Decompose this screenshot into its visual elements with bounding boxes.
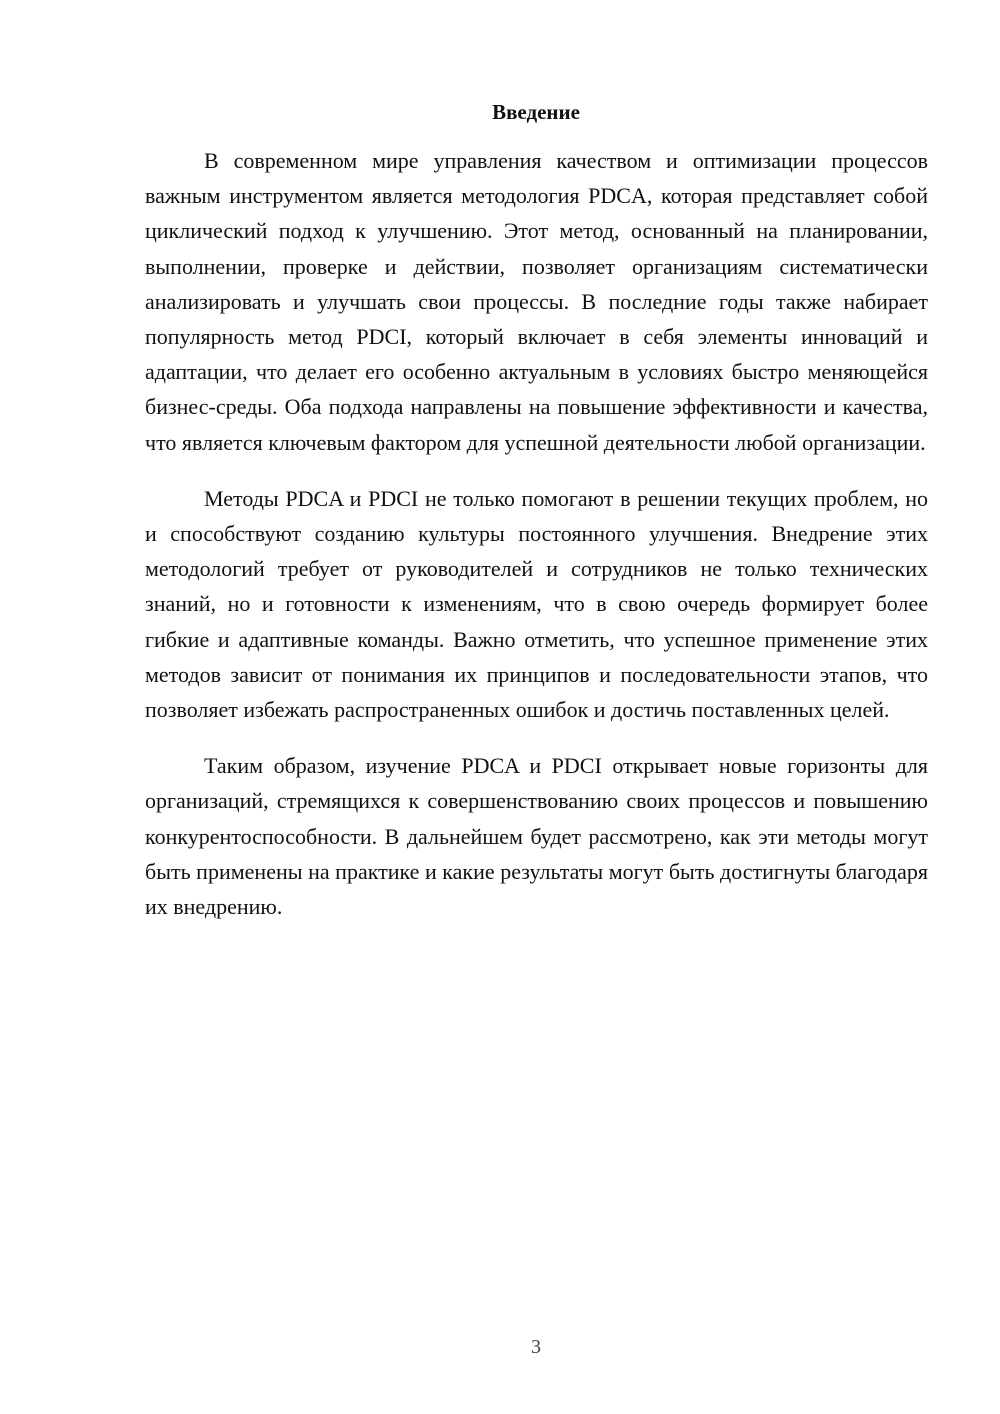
document-body	[145, 143, 928, 945]
paragraph-conclusion: Таким образом, изучение PDCA и PDCI открывает новые горизонты для организаций, стремящихся к совершенствованию своих процессов и повышению конкурентоспособности. В дальнейшем будет рассмотрено, как эти методы могут быть применены на практике и какие результаты могут быть достигнуты благодаря их внедрению.	[145, 753, 928, 920]
paragraph-methods: Методы PDCA и PDCI не только помогают в решении текущих проблем, но и способствуют созданию культуры постоянного улучшения. Внедрение этих методологий требует от руководителей и сотрудников не только технических знаний, но и готовности к изменениям, что в свою очередь формирует более гибкие и адаптивные команды. Важно отметить, что успешное применение этих методов зависит от понимания их принципов и последовательности этапов, что позволяет избежать распространенных ошибок и достичь поставленных целей.	[145, 485, 928, 723]
page-number: 3	[531, 1336, 541, 1358]
page-title: Введение	[492, 100, 580, 124]
paragraph-intro: В современном мире управления качеством и оптимизации процессов важным инструментом является методология PDCA, которая представляет собой циклический подход к улучшению. Этот метод, основанный на планировании, выполнении, проверке и действии, позволяет организациям систематически анализировать и улучшать свои процессы. В последние годы также набирает популярность метод PDCI, который включает в себя элементы инноваций и адаптации, что делает его особенно актуальным в условиях быстро меняющейся бизнес-среды. Оба подхода направлены на повышение эффективности и качества, что является ключевым фактором для успешной деятельности любой организации.	[145, 148, 928, 455]
